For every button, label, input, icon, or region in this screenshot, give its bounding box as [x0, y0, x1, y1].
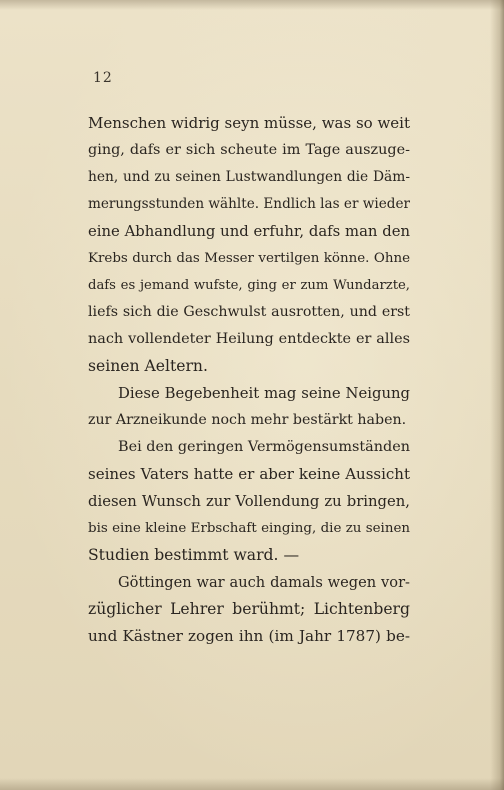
paragraph-end-line: zur Arzneikunde noch mehr bestärkt haben.: [88, 412, 407, 428]
paragraph-end-line: seinen Aeltern.: [88, 357, 208, 375]
page-bottom-edge: [0, 778, 504, 790]
page-right-edge: [490, 0, 504, 790]
paragraph-start-line: Göttingen war auch damals wegen vor-: [118, 574, 410, 591]
text-line: merungsstunden wählte. Endlich las er wieder: [88, 196, 410, 212]
text-line: seines Vaters hatte er aber keine Aussicht: [88, 465, 410, 483]
text-line: Krebs durch das Messer vertilgen könne. Ohne: [88, 251, 410, 266]
text-line: eine Abhandlung und erfuhr, dafs man den: [88, 223, 410, 240]
body-text: [88, 110, 410, 650]
text-line: Menschen widrig seyn müsse, was so weit: [88, 114, 410, 132]
text-line: bis eine kleine Erbschaft einging, die zu seinen: [88, 521, 410, 536]
text-line: nach vollendeter Heilung entdeckte er alles: [88, 331, 410, 347]
page-number: 12: [93, 70, 113, 86]
text-line: diesen Wunsch zur Vollendung zu bringen,: [88, 493, 410, 510]
text-line: und Kästner zogen ihn (im Jahr 1787) be-: [88, 627, 410, 645]
text-line: ging, dafs er sich scheute im Tage auszuge-: [88, 142, 410, 158]
page-top-shadow: [0, 0, 504, 10]
text-line: hen, und zu seinen Lustwandlungen die Däm-: [88, 169, 410, 185]
paragraph-end-line: Studien bestimmt ward. —: [88, 546, 300, 564]
text-line: züglicher Lehrer berühmt; Lichtenberg: [88, 600, 410, 618]
paragraph-start-line: Diese Begebenheit mag seine Neigung: [118, 385, 410, 402]
paragraph-start-line: Bei den geringen Vermögensumständen: [118, 439, 410, 455]
text-line: dafs es jemand wufste, ging er zum Wundarzte,: [88, 278, 410, 293]
text-line: liefs sich die Geschwulst ausrotten, und erst: [88, 304, 410, 320]
